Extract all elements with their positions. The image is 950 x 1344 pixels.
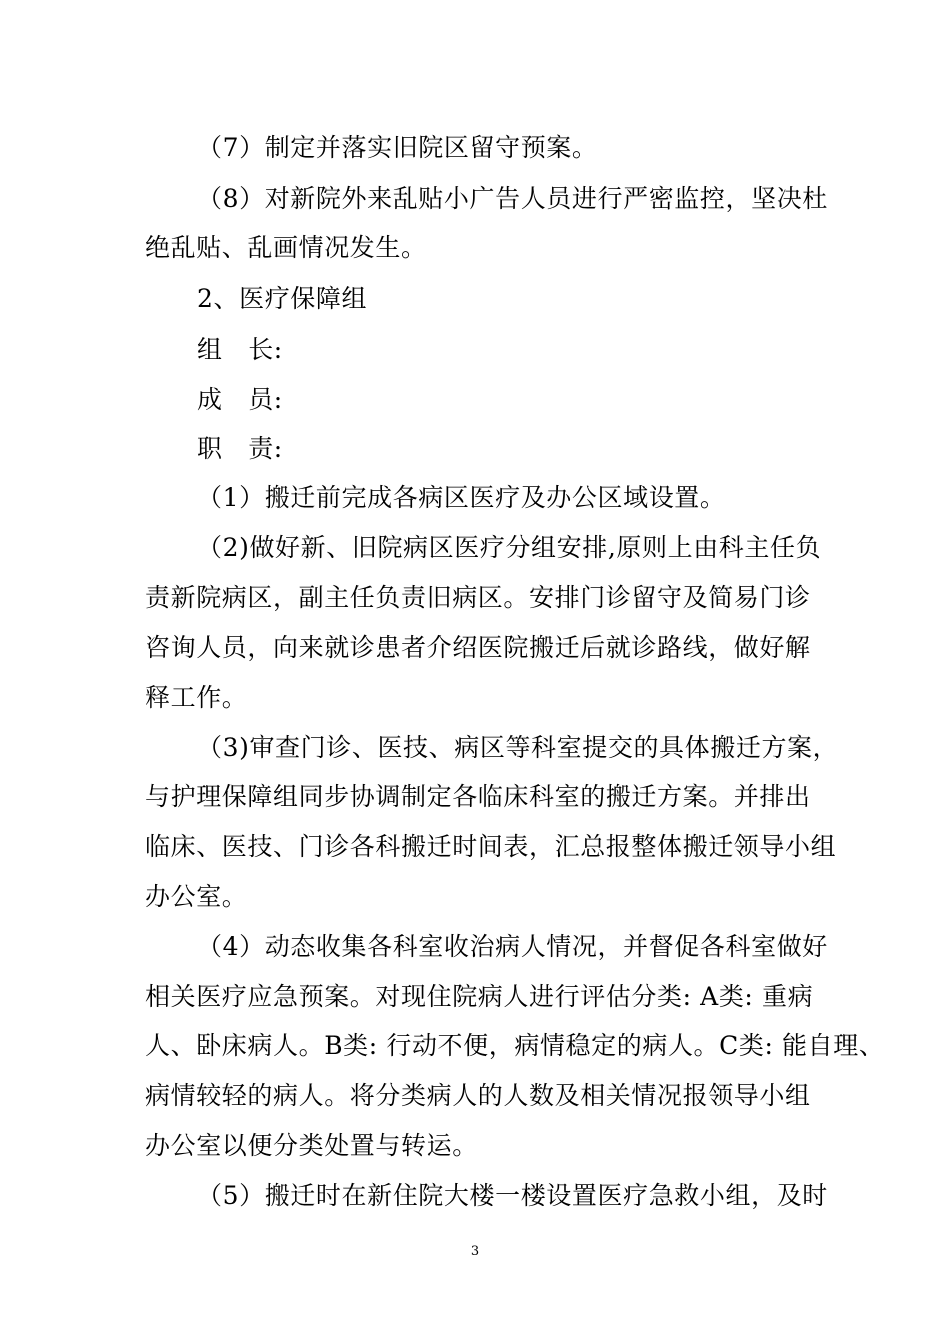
paragraph-item-3: （3)审查门诊、医技、病区等科室提交的具体搬迁方案，	[197, 733, 839, 762]
paragraph-item-4: （4）动态收集各科室收治病人情况，并督促各科室做好	[197, 932, 828, 961]
group-duty-label: 职 责:	[197, 434, 283, 463]
paragraph-item-2-cont: 责新院病区，副主任负责旧病区。安排门诊留守及简易门诊	[145, 583, 811, 612]
paragraph-item-8: （8）对新院外来乱贴小广告人员进行严密监控，坚决杜	[197, 184, 828, 213]
paragraph-item-2-cont: 释工作。	[145, 683, 248, 712]
paragraph-item-3-cont: 与护理保障组同步协调制定各临床科室的搬迁方案。并排出	[145, 782, 811, 811]
section-heading-medical-group: 2、医疗保障组	[197, 284, 368, 313]
group-member-label: 成 员:	[197, 385, 283, 414]
paragraph-item-8-cont: 绝乱贴、乱画情况发生。	[145, 233, 427, 262]
paragraph-item-4-cont: 人、卧床病人。B类: 行动不便，病情稳定的病人。C类: 能自理、	[145, 1031, 885, 1060]
paragraph-item-3-cont: 临床、医技、门诊各科搬迁时间表，汇总报整体搬迁领导小组	[145, 832, 837, 861]
paragraph-item-2-cont: 咨询人员，向来就诊患者介绍医院搬迁后就诊路线，做好解	[145, 633, 811, 662]
paragraph-item-5: （5）搬迁时在新住院大楼一楼设置医疗急救小组，及时	[197, 1181, 828, 1210]
paragraph-item-3-cont: 办公室。	[145, 882, 248, 911]
paragraph-item-4-cont: 病情较轻的病人。将分类病人的人数及相关情况报领导小组	[145, 1081, 811, 1110]
paragraph-item-2: （2)做好新、旧院病区医疗分组安排,原则上由科主任负	[197, 533, 822, 562]
paragraph-item-1: （1）搬迁前完成各病区医疗及办公区域设置。	[197, 483, 726, 512]
page-number: 3	[470, 1244, 480, 1259]
paragraph-item-4-cont: 相关医疗应急预案。对现住院病人进行评估分类: A类: 重病	[145, 982, 814, 1011]
group-leader-label: 组 长:	[197, 335, 283, 364]
paragraph-item-4-cont: 办公室以便分类处置与转运。	[145, 1131, 478, 1160]
paragraph-item-7: （7）制定并落实旧院区留守预案。	[197, 133, 598, 162]
